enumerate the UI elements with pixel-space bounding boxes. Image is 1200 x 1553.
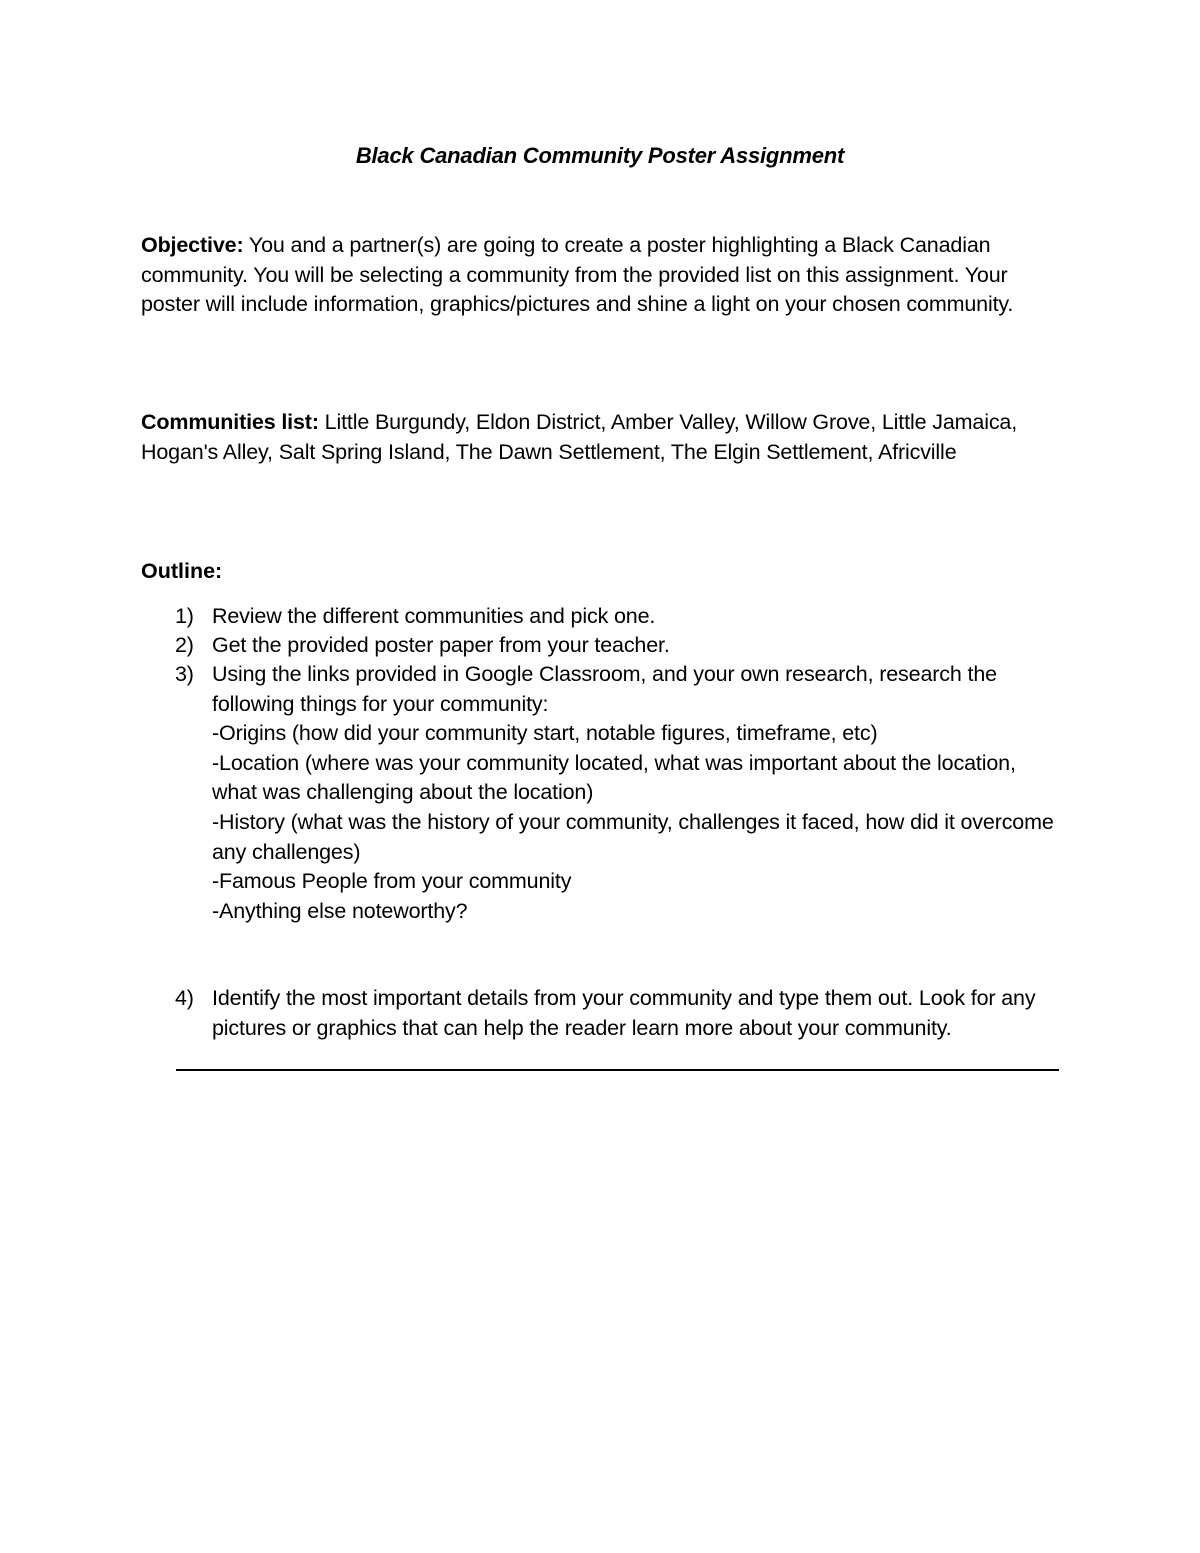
outline-heading: Outline: [141, 559, 223, 583]
research-item-location: -Location (where was your community located, what was important about the location, what was challenging about the location) [212, 750, 1016, 805]
step-number: 4) [175, 986, 194, 1010]
communities-text: Little Burgundy, Eldon District, Amber Valley, Willow Grove, Little Jamaica, Hogan's Alley, Salt Spring Island, The Dawn Settlement, The Elgin Settlement, Africville [141, 410, 1018, 464]
step-text: Review the different communities and pick one. [212, 604, 656, 628]
step-text: Identify the most important details from your community and type them out. Look for any pictures or graphics that can help the reader learn more about your community. [212, 986, 1036, 1040]
horizontal-rule [176, 1069, 1059, 1071]
step-text: Using the links provided in Google Classroom, and your own research, research the following things for your community: [212, 662, 997, 716]
research-item-origins: -Origins (how did your community start, notable figures, timeframe, etc) [212, 721, 878, 746]
objective-label: Objective: [141, 233, 244, 257]
objective-paragraph [141, 231, 1061, 320]
step-number: 2) [175, 633, 194, 657]
research-item-history: -History (what was the history of your community, challenges it faced, how did it overcome any challenges) [212, 809, 1054, 864]
communities-label: Communities list: [141, 410, 319, 434]
objective-text: You and a partner(s) are going to create a poster highlighting a Black Canadian community. You will be selecting a community from the provided list on this assignment. Your poster will include information, graphics/pictures and shine a light on your chosen community. [141, 233, 1014, 317]
step-number: 1) [175, 604, 194, 628]
research-item-noteworthy: -Anything else noteworthy? [212, 898, 468, 923]
step-text: Get the provided poster paper from your teacher. [212, 633, 670, 657]
communities-paragraph [141, 408, 1061, 467]
page-title: Black Canadian Community Poster Assignment [355, 143, 845, 168]
research-item-famous-people: -Famous People from your community [212, 869, 572, 894]
step-number: 3) [175, 662, 194, 686]
